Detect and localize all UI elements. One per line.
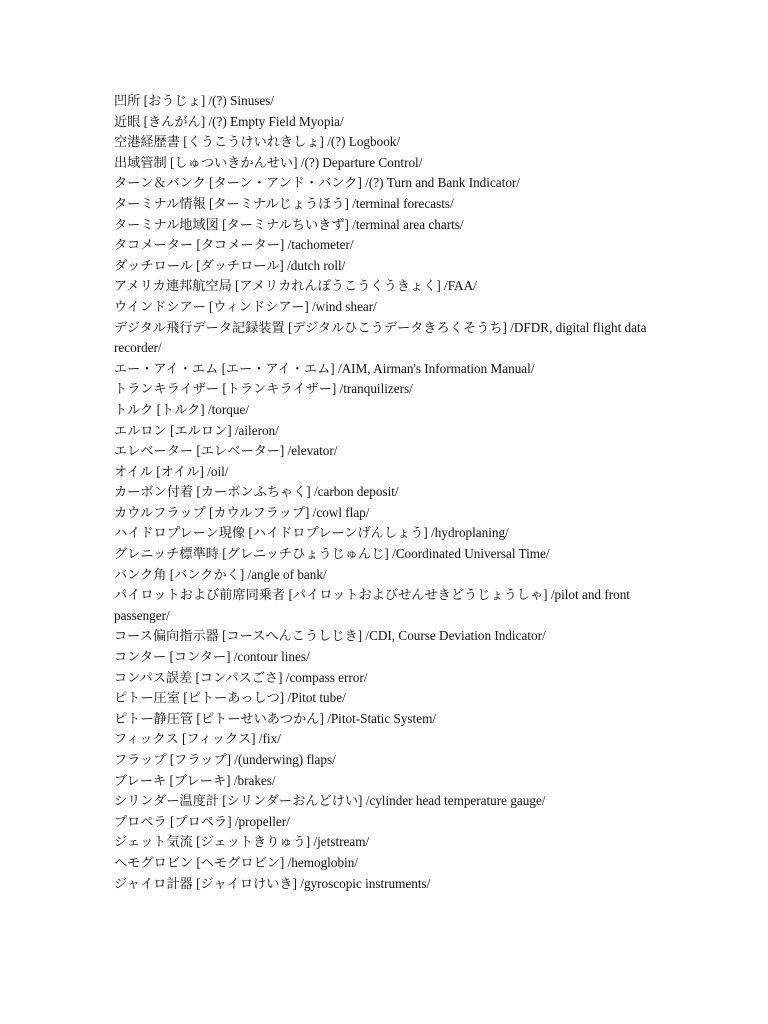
glossary-entry: フィックス [フィックス] /fix/ [114, 731, 281, 747]
glossary-entry: フラップ [フラップ] /(underwing) flaps/ [114, 752, 336, 767]
glossary-entry: ピトー静圧管 [ピトーせいあつかん] /Pitot-Static System/ [114, 710, 436, 726]
glossary-entry: ターミナル地域図 [ターミナルちいきず] /terminal area charts/ [114, 216, 464, 232]
glossary-entry: ハイドロプレーン現像 [ハイドロプレーンげんしょう] /hydroplaning/ [114, 525, 509, 541]
glossary-entry: エルロン [エルロン] /aileron/ [114, 422, 279, 438]
glossary-entry: コンター [コンター] /contour lines/ [114, 649, 310, 665]
glossary-entry: シリンダー温度計 [シリンダーおんどけい] /cylinder head temperature gauge/ [114, 793, 546, 809]
glossary-entry: コース偏向指示器 [コースへんこうしじき] /CDI, Course Deviation Indicator/ [114, 628, 546, 644]
glossary-entry: ジャイロ計器 [ジャイロけいき] /gyroscopic instruments/ [114, 875, 431, 891]
glossary-entry: ブレーキ [ブレーキ] /brakes/ [114, 772, 276, 788]
glossary-entry: 空港経歴書 [くうこうけいれきしょ] /(?) Logbook/ [114, 134, 401, 150]
glossary-entry: ヘモグロビン [ヘモグロビン] /hemoglobin/ [114, 854, 358, 870]
glossary-entry: ダッチロール [ダッチロール] /dutch roll/ [114, 257, 346, 273]
glossary-entry: プロペラ [プロペラ] /propeller/ [114, 813, 290, 829]
glossary-entry: ウインドシアー [ウィンドシアー] /wind shear/ [114, 298, 377, 314]
glossary-entry: ジェット気流 [ジェットきりゅう] /jetstream/ [114, 834, 370, 850]
glossary-entry: 出域管制 [しゅついきかんせい] /(?) Departure Control/ [114, 154, 423, 170]
glossary-entry: 凹所 [おうじょ] /(?) Sinuses/ [114, 93, 275, 108]
glossary-entry: バンク角 [バンクかく] /angle of bank/ [114, 566, 327, 582]
glossary-entry: アメリカ連邦航空局 [アメリカれんぽうこうくうきょく] /FAA/ [114, 278, 477, 294]
glossary-entry: コンパス誤差 [コンパスごさ] /compass error/ [114, 669, 368, 685]
glossary-entry: ターン＆バンク [ターン・アンド・バンク] /(?) Turn and Bank Indicator/ [114, 175, 520, 191]
glossary-entry: トランキライザー [トランキライザー] /tranquilizers/ [114, 381, 413, 397]
glossary-entry: グレニッチ標準時 [グレニッチひょうじゅんじ] /Coordinated Universal Time/ [114, 546, 550, 562]
glossary-document [114, 91, 654, 894]
glossary-entry: タコメーター [タコメーター] /tachometer/ [114, 237, 354, 253]
glossary-entry: ピトー圧室 [ピトーあっしつ] /Pitot tube/ [114, 690, 346, 706]
glossary-entry: カーボン付着 [カーボンふちゃく] /carbon deposit/ [114, 484, 399, 500]
glossary-entry: エレベーター [エレベーター] /elevator/ [114, 443, 338, 459]
glossary-entry: カウルフラップ [カウルフラップ] /cowl flap/ [114, 504, 370, 520]
glossary-entry: エー・アイ・エム [エー・アイ・エム] /AIM, Airman's Information Manual/ [114, 360, 535, 376]
glossary-entry: デジタル飛行データ記録装置 [デジタルひこうデータきろくそうち] /DFDR, digital flight data recorder/ [114, 319, 647, 356]
glossary-entry: 近眼 [きんがん] /(?) Empty Field Myopia/ [114, 113, 344, 129]
glossary-entry: オイル [オイル] /oil/ [114, 463, 229, 479]
glossary-entry: ターミナル情報 [ターミナルじょうほう] /terminal forecasts/ [114, 195, 454, 211]
glossary-entry: パイロットおよび前席同乗者 [パイロットおよびせんせきどうじょうしゃ] /pilot and front passenger/ [114, 587, 630, 623]
glossary-entry: トルク [トルク] /torque/ [114, 401, 249, 417]
